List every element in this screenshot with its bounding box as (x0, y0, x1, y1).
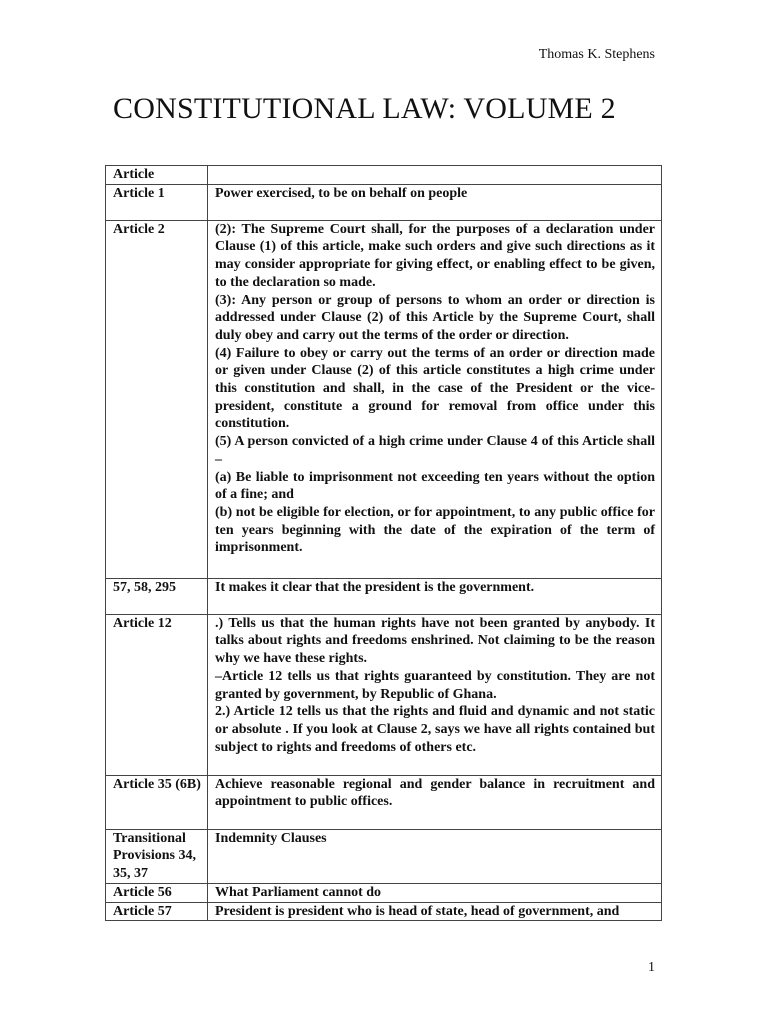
header-cell-description (208, 166, 662, 185)
description-paragraph: (3): Any person or group of persons to whom an order or direction is addressed under Clause (2) of this Article by the Supreme Court, shall duly obey and carry out the terms of the order or direction. (215, 292, 655, 343)
description-paragraph: (4) Failure to obey or carry out the terms of an order or direction made or given under Clause (2) of this article constitutes a high crime under this constitution and shall, in the case of the President or the vice-president, constitute a ground for removal from office under this constitution. (215, 345, 655, 432)
description-paragraph: 2.) Article 12 tells us that the rights and fluid and dynamic and not static or absolute . If you look at Clause 2, says we have all rights contained but subject to rights and freedoms of others etc. (215, 704, 655, 755)
article-ref-cell: Article 35 (6B) (106, 775, 208, 829)
description-paragraph: Indemnity Clauses (215, 830, 327, 846)
article-ref-cell: Article 2 (106, 220, 208, 578)
article-description-cell (208, 184, 662, 220)
description-paragraph: What Parliament cannot do (215, 884, 382, 900)
table-row (106, 775, 662, 829)
description-paragraph: (b) not be eligible for election, or for appointment, to any public office for ten years beginning with the date of the expiration of the term of imprisonment. (215, 504, 655, 556)
article-description-cell (208, 883, 662, 902)
article-description-cell (208, 775, 662, 829)
description-paragraph: –Article 12 tells us that rights guaranteed by constitution. They are not granted by government, by Republic of Ghana. (215, 668, 655, 702)
article-ref-cell: Article 56 (106, 883, 208, 902)
description-paragraph: Power exercised, to be on behalf on people (215, 185, 468, 201)
article-ref-cell: Article 1 (106, 184, 208, 220)
table-row (106, 220, 662, 578)
document-title: CONSTITUTIONAL LAW: VOLUME 2 (113, 92, 616, 125)
header-author: Thomas K. Stephens (538, 47, 655, 62)
description-paragraph: President is president who is head of state, head of government, and (215, 903, 620, 919)
article-description-cell (208, 614, 662, 775)
description-paragraph: (5) A person convicted of a high crime under Clause 4 of this Article shall – (215, 434, 655, 467)
description-paragraph: .) Tells us that the human rights have not been granted by anybody. It talks about rights and freedoms enshrined. Not claiming to be the reason why we have these rights. (215, 615, 655, 667)
description-paragraph: (a) Be liable to imprisonment not exceeding ten years without the option of a fine; and (215, 469, 655, 503)
table-row (106, 883, 662, 902)
description-paragraph: (2): The Supreme Court shall, for the purposes of a declaration under Clause (1) of this article, make such orders and give such directions as it may consider appropriate for giving effect, or enabling effect to be given, to the declaration so made. (215, 221, 655, 290)
table-row (106, 902, 662, 921)
articles-table (105, 165, 662, 921)
article-description-cell (208, 902, 662, 921)
article-ref-cell: Article 57 (106, 902, 208, 921)
article-description-cell (208, 220, 662, 578)
header-cell-article: Article (106, 166, 208, 185)
description-paragraph: It makes it clear that the president is the government. (215, 579, 535, 595)
table-header-row (106, 166, 662, 185)
article-description-cell (208, 578, 662, 614)
description-paragraph: Achieve reasonable regional and gender balance in recruitment and appointment to public offices. (215, 776, 655, 810)
article-ref-cell: 57, 58, 295 (106, 578, 208, 614)
table-row (106, 184, 662, 220)
table-row (106, 614, 662, 775)
page-number: 1 (648, 960, 655, 975)
article-description-cell (208, 829, 662, 883)
table-row (106, 829, 662, 883)
table-row (106, 578, 662, 614)
article-ref-cell: Article 12 (106, 614, 208, 775)
article-ref-cell: Transitional Provisions 34, 35, 37 (106, 829, 208, 883)
